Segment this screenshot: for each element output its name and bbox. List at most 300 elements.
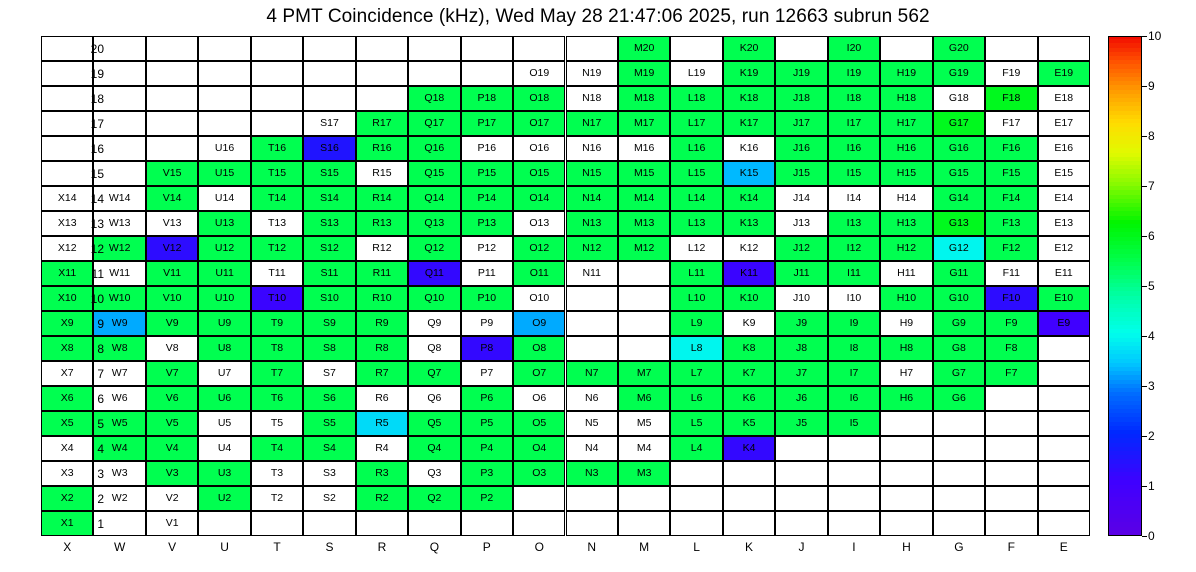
heatmap-cell-empty [461,61,513,86]
colorbar-tick-label: 3 [1148,379,1155,393]
heatmap-cell: G7 [933,361,985,386]
heatmap-cell: U11 [198,261,250,286]
heatmap-cell: P18 [461,86,513,111]
heatmap-cell: H6 [880,386,932,411]
heatmap-cell: R4 [356,436,408,461]
heatmap-cell: N13 [566,211,618,236]
heatmap-cell: X9 [41,311,93,336]
heatmap-cell: O12 [513,236,565,261]
heatmap-cell: U4 [198,436,250,461]
y-axis-tick-label: 1 [97,516,104,531]
heatmap-cell: J12 [775,236,827,261]
heatmap-cell: H18 [880,86,932,111]
heatmap-cell: P9 [461,311,513,336]
y-axis-tick-label: 8 [97,341,104,356]
heatmap-cell: H12 [880,236,932,261]
heatmap-cell-empty [198,61,250,86]
heatmap-cell-empty [566,511,618,536]
heatmap-cell: R12 [356,236,408,261]
colorbar-tick [1142,486,1147,487]
heatmap-cell: S12 [303,236,355,261]
heatmap-cell: J15 [775,161,827,186]
heatmap-cell: O4 [513,436,565,461]
y-axis-tick-label: 12 [90,241,104,256]
heatmap-cell: N15 [566,161,618,186]
heatmap-cell: V14 [146,186,198,211]
heatmap-cell: Q11 [408,261,460,286]
colorbar-tick [1142,336,1147,337]
heatmap-cell: Q2 [408,486,460,511]
heatmap-cell-empty [670,36,722,61]
heatmap-cell: F17 [985,111,1037,136]
heatmap-cell: F10 [985,286,1037,311]
heatmap-cell-empty [303,86,355,111]
heatmap-cell-empty [880,36,932,61]
y-axis-tick-label: 11 [91,266,104,281]
x-axis-tick-label: H [902,540,911,554]
chart-title: 4 PMT Coincidence (kHz), Wed May 28 21:47:06 2025, run 12663 subrun 562 [266,6,930,27]
heatmap-cell: W12 [93,236,145,261]
heatmap-cell: H8 [880,336,932,361]
heatmap-cell: O14 [513,186,565,211]
heatmap-cell-empty [251,86,303,111]
heatmap-cell: S14 [303,186,355,211]
heatmap-cell: P2 [461,486,513,511]
heatmap-cell-empty [1038,461,1090,486]
heatmap-cell: G13 [933,211,985,236]
y-axis-tick-label: 15 [90,166,104,181]
heatmap-cell: Q15 [408,161,460,186]
heatmap-cell: F15 [985,161,1037,186]
heatmap-cell: K20 [723,36,775,61]
heatmap-cell-empty [828,436,880,461]
heatmap-cell: P16 [461,136,513,161]
heatmap-cell: V2 [146,486,198,511]
heatmap-cell: X14 [41,186,93,211]
heatmap-cell: Q16 [408,136,460,161]
heatmap-cell: H17 [880,111,932,136]
heatmap-cell: Q4 [408,436,460,461]
heatmap-cell: S5 [303,411,355,436]
colorbar-tick-label: 4 [1148,329,1155,343]
heatmap-cell: N7 [566,361,618,386]
heatmap-cell: P8 [461,336,513,361]
heatmap-cell: V3 [146,461,198,486]
x-axis-tick-label: X [63,540,72,554]
heatmap-cell-empty [933,511,985,536]
x-axis-tick-label: K [745,540,754,554]
heatmap-cell: J10 [775,286,827,311]
heatmap-cell-empty [933,461,985,486]
heatmap-cell-empty [198,86,250,111]
heatmap-cell-empty [303,36,355,61]
heatmap-cell: N12 [566,236,618,261]
heatmap-cell: T3 [251,461,303,486]
heatmap-cell: P17 [461,111,513,136]
heatmap-cell-empty [723,461,775,486]
heatmap-cell-empty [566,486,618,511]
heatmap-cell: H9 [880,311,932,336]
heatmap-cell: X1 [41,511,93,536]
heatmap-cell: O18 [513,86,565,111]
heatmap-cell: J11 [775,261,827,286]
heatmap-cell: M3 [618,461,670,486]
heatmap-cell: H13 [880,211,932,236]
heatmap-cell: K12 [723,236,775,261]
x-axis-tick-label: M [639,540,650,554]
y-axis-tick-label: 17 [90,116,104,131]
heatmap-cell: I5 [828,411,880,436]
heatmap-cell: U10 [198,286,250,311]
heatmap-cell: L4 [670,436,722,461]
heatmap-cell: R9 [356,311,408,336]
heatmap-cell: P13 [461,211,513,236]
heatmap-cell: O19 [513,61,565,86]
heatmap-cell: Q9 [408,311,460,336]
heatmap-cell-empty [146,111,198,136]
heatmap-cell-empty [566,311,618,336]
x-axis-tick-label: O [534,540,544,554]
heatmap-cell: I17 [828,111,880,136]
heatmap-cell: H7 [880,361,932,386]
heatmap-cell: L19 [670,61,722,86]
heatmap-cell: G11 [933,261,985,286]
heatmap-cell: S6 [303,386,355,411]
heatmap-cell: E11 [1038,261,1090,286]
heatmap-cell: Q12 [408,236,460,261]
heatmap-cell-empty [618,336,670,361]
heatmap-cell: K7 [723,361,775,386]
heatmap-cell-empty [146,61,198,86]
heatmap-cell: R11 [356,261,408,286]
colorbar-tick [1142,86,1147,87]
colorbar-tick [1142,536,1147,537]
heatmap-cell: U14 [198,186,250,211]
y-axis-tick-label: 4 [97,441,104,456]
heatmap-cell: N6 [566,386,618,411]
heatmap-plot [41,36,1090,536]
heatmap-cell: W8 [93,336,145,361]
heatmap-cell: T7 [251,361,303,386]
heatmap-cell: M7 [618,361,670,386]
heatmap-cell: I11 [828,261,880,286]
heatmap-cell: X2 [41,486,93,511]
heatmap-cell-empty [828,511,880,536]
heatmap-cell: R13 [356,211,408,236]
heatmap-cell: J14 [775,186,827,211]
heatmap-cell-empty [566,286,618,311]
heatmap-cells [41,36,1090,536]
heatmap-cell: M18 [618,86,670,111]
heatmap-cell: E17 [1038,111,1090,136]
heatmap-cell: L5 [670,411,722,436]
heatmap-cell-empty [408,511,460,536]
heatmap-cell: T5 [251,411,303,436]
heatmap-cell: S15 [303,161,355,186]
heatmap-cell-empty [251,36,303,61]
heatmap-cell: X4 [41,436,93,461]
x-axis-tick-label: J [798,540,805,554]
heatmap-cell-empty [775,461,827,486]
heatmap-cell: W9 [93,311,145,336]
heatmap-cell-empty [566,36,618,61]
heatmap-cell: S4 [303,436,355,461]
heatmap-cell: J7 [775,361,827,386]
heatmap-cell-empty [775,436,827,461]
heatmap-cell-empty [1038,386,1090,411]
heatmap-cell: M14 [618,186,670,211]
heatmap-cell: F13 [985,211,1037,236]
heatmap-cell: G19 [933,61,985,86]
heatmap-cell: O17 [513,111,565,136]
heatmap-cell: K11 [723,261,775,286]
heatmap-cell-empty [356,86,408,111]
colorbar-tick-label: 1 [1148,479,1155,493]
heatmap-cell: X10 [41,286,93,311]
heatmap-cell-empty [880,436,932,461]
heatmap-cell: T11 [251,261,303,286]
heatmap-cell: S8 [303,336,355,361]
heatmap-cell: R10 [356,286,408,311]
heatmap-cell: G10 [933,286,985,311]
heatmap-cell: U13 [198,211,250,236]
heatmap-cell: L12 [670,236,722,261]
heatmap-cell: W2 [93,486,145,511]
heatmap-cell-empty [618,486,670,511]
heatmap-cell-empty [618,311,670,336]
heatmap-cell: I18 [828,86,880,111]
heatmap-cell: R14 [356,186,408,211]
heatmap-cell: H10 [880,286,932,311]
heatmap-cell: U15 [198,161,250,186]
colorbar-tick [1142,136,1147,137]
heatmap-cell-empty [146,36,198,61]
heatmap-cell: W5 [93,411,145,436]
heatmap-cell: F16 [985,136,1037,161]
colorbar-tick [1142,236,1147,237]
heatmap-cell: G17 [933,111,985,136]
heatmap-cell: M16 [618,136,670,161]
heatmap-cell: K19 [723,61,775,86]
heatmap-cell-empty [513,36,565,61]
y-axis-tick-label: 2 [97,491,104,506]
heatmap-cell: F11 [985,261,1037,286]
heatmap-cell: G9 [933,311,985,336]
x-axis-tick-label: N [587,540,597,554]
heatmap-cell-empty [513,486,565,511]
heatmap-cell: K9 [723,311,775,336]
heatmap-cell: U7 [198,361,250,386]
heatmap-cell: R7 [356,361,408,386]
heatmap-cell-empty [670,486,722,511]
heatmap-cell-empty [880,486,932,511]
heatmap-cell-empty [723,511,775,536]
heatmap-cell: N17 [566,111,618,136]
heatmap-cell: L14 [670,186,722,211]
heatmap-cell: W10 [93,286,145,311]
heatmap-cell: Q8 [408,336,460,361]
heatmap-cell: T4 [251,436,303,461]
heatmap-cell: G12 [933,236,985,261]
heatmap-cell: K13 [723,211,775,236]
heatmap-cell: R5 [356,411,408,436]
x-axis-tick-label: P [482,540,491,554]
heatmap-cell: N11 [566,261,618,286]
heatmap-cell: L13 [670,211,722,236]
heatmap-cell: W3 [93,461,145,486]
x-axis-tick-label: V [168,540,177,554]
heatmap-cell: M13 [618,211,670,236]
heatmap-cell: P5 [461,411,513,436]
heatmap-cell: R17 [356,111,408,136]
heatmap-cell: M17 [618,111,670,136]
heatmap-cell-empty [828,486,880,511]
colorbar-tick-label: 2 [1148,429,1155,443]
heatmap-cell: G6 [933,386,985,411]
heatmap-cell: M12 [618,236,670,261]
heatmap-cell: U16 [198,136,250,161]
heatmap-cell-empty [933,436,985,461]
heatmap-cell-empty [880,411,932,436]
heatmap-cell: O6 [513,386,565,411]
heatmap-cell-empty [723,486,775,511]
heatmap-cell: R15 [356,161,408,186]
heatmap-cell: T8 [251,336,303,361]
heatmap-cell: T6 [251,386,303,411]
heatmap-cell: X11 [41,261,93,286]
heatmap-cell: W14 [93,186,145,211]
colorbar-tick [1142,286,1147,287]
heatmap-cell: Q14 [408,186,460,211]
heatmap-cell: N4 [566,436,618,461]
heatmap-cell: S9 [303,311,355,336]
y-axis-tick-label: 10 [90,291,104,306]
heatmap-cell: M19 [618,61,670,86]
heatmap-cell: K17 [723,111,775,136]
heatmap-cell: L11 [670,261,722,286]
heatmap-cell: P11 [461,261,513,286]
x-axis-tick-label: E [1059,540,1068,554]
heatmap-cell-empty [146,136,198,161]
colorbar-tick [1142,436,1147,437]
heatmap-cell: X8 [41,336,93,361]
heatmap-cell-empty [933,411,985,436]
heatmap-cell-empty [566,336,618,361]
heatmap-cell-empty [1038,511,1090,536]
heatmap-cell: S7 [303,361,355,386]
heatmap-cell: L18 [670,86,722,111]
heatmap-cell: H16 [880,136,932,161]
heatmap-cell: X3 [41,461,93,486]
heatmap-cell-empty [356,511,408,536]
heatmap-cell: L8 [670,336,722,361]
heatmap-cell: P15 [461,161,513,186]
heatmap-cell: N14 [566,186,618,211]
y-axis-tick-label: 13 [90,216,104,231]
heatmap-cell: I8 [828,336,880,361]
heatmap-cell: R3 [356,461,408,486]
heatmap-cell: Q5 [408,411,460,436]
heatmap-cell: K16 [723,136,775,161]
heatmap-cell: E13 [1038,211,1090,236]
heatmap-cell: T16 [251,136,303,161]
heatmap-cell: Q13 [408,211,460,236]
heatmap-cell-empty [775,486,827,511]
heatmap-cell: Q7 [408,361,460,386]
y-axis-tick-label: 5 [97,416,104,431]
heatmap-cell: L9 [670,311,722,336]
heatmap-cell: O5 [513,411,565,436]
heatmap-cell: O8 [513,336,565,361]
heatmap-cell: V12 [146,236,198,261]
heatmap-cell: V10 [146,286,198,311]
heatmap-cell: U5 [198,411,250,436]
heatmap-cell: W4 [93,436,145,461]
heatmap-cell: S2 [303,486,355,511]
heatmap-cell: M5 [618,411,670,436]
heatmap-cell: I16 [828,136,880,161]
heatmap-cell: J19 [775,61,827,86]
heatmap-cell: R16 [356,136,408,161]
heatmap-cell: K4 [723,436,775,461]
heatmap-cell: E14 [1038,186,1090,211]
x-axis-tick-label: T [273,540,281,554]
heatmap-cell-empty [985,511,1037,536]
heatmap-cell-empty [1038,36,1090,61]
heatmap-cell: M15 [618,161,670,186]
heatmap-cell: U3 [198,461,250,486]
x-axis-tick-label: U [220,540,229,554]
heatmap-cell-empty [146,86,198,111]
heatmap-cell: V8 [146,336,198,361]
heatmap-cell: M4 [618,436,670,461]
heatmap-cell: J5 [775,411,827,436]
heatmap-cell-empty [985,461,1037,486]
heatmap-cell: K10 [723,286,775,311]
heatmap-cell: J13 [775,211,827,236]
heatmap-cell: P7 [461,361,513,386]
heatmap-cell: U12 [198,236,250,261]
heatmap-cell: W7 [93,361,145,386]
heatmap-cell: T15 [251,161,303,186]
heatmap-cell: G15 [933,161,985,186]
heatmap-cell: I10 [828,286,880,311]
heatmap-cell: X5 [41,411,93,436]
heatmap-cell: H11 [880,261,932,286]
heatmap-cell: T14 [251,186,303,211]
heatmap-cell: P14 [461,186,513,211]
heatmap-cell: G20 [933,36,985,61]
heatmap-cell: R6 [356,386,408,411]
x-axis-tick-label: R [377,540,387,554]
heatmap-cell-empty [933,486,985,511]
colorbar-tick-label: 5 [1148,279,1155,293]
x-axis-tick-label: G [954,540,964,554]
heatmap-cell: Q6 [408,386,460,411]
heatmap-cell: V13 [146,211,198,236]
heatmap-cell: S3 [303,461,355,486]
heatmap-cell-empty [198,111,250,136]
heatmap-cell: H15 [880,161,932,186]
heatmap-cell: I13 [828,211,880,236]
heatmap-cell-empty [880,461,932,486]
heatmap-cell: E9 [1038,311,1090,336]
heatmap-cell: L16 [670,136,722,161]
heatmap-cell: S13 [303,211,355,236]
y-axis-tick-label: 14 [90,191,104,206]
heatmap-cell-empty [1038,436,1090,461]
x-axis-tick-label: S [325,540,334,554]
